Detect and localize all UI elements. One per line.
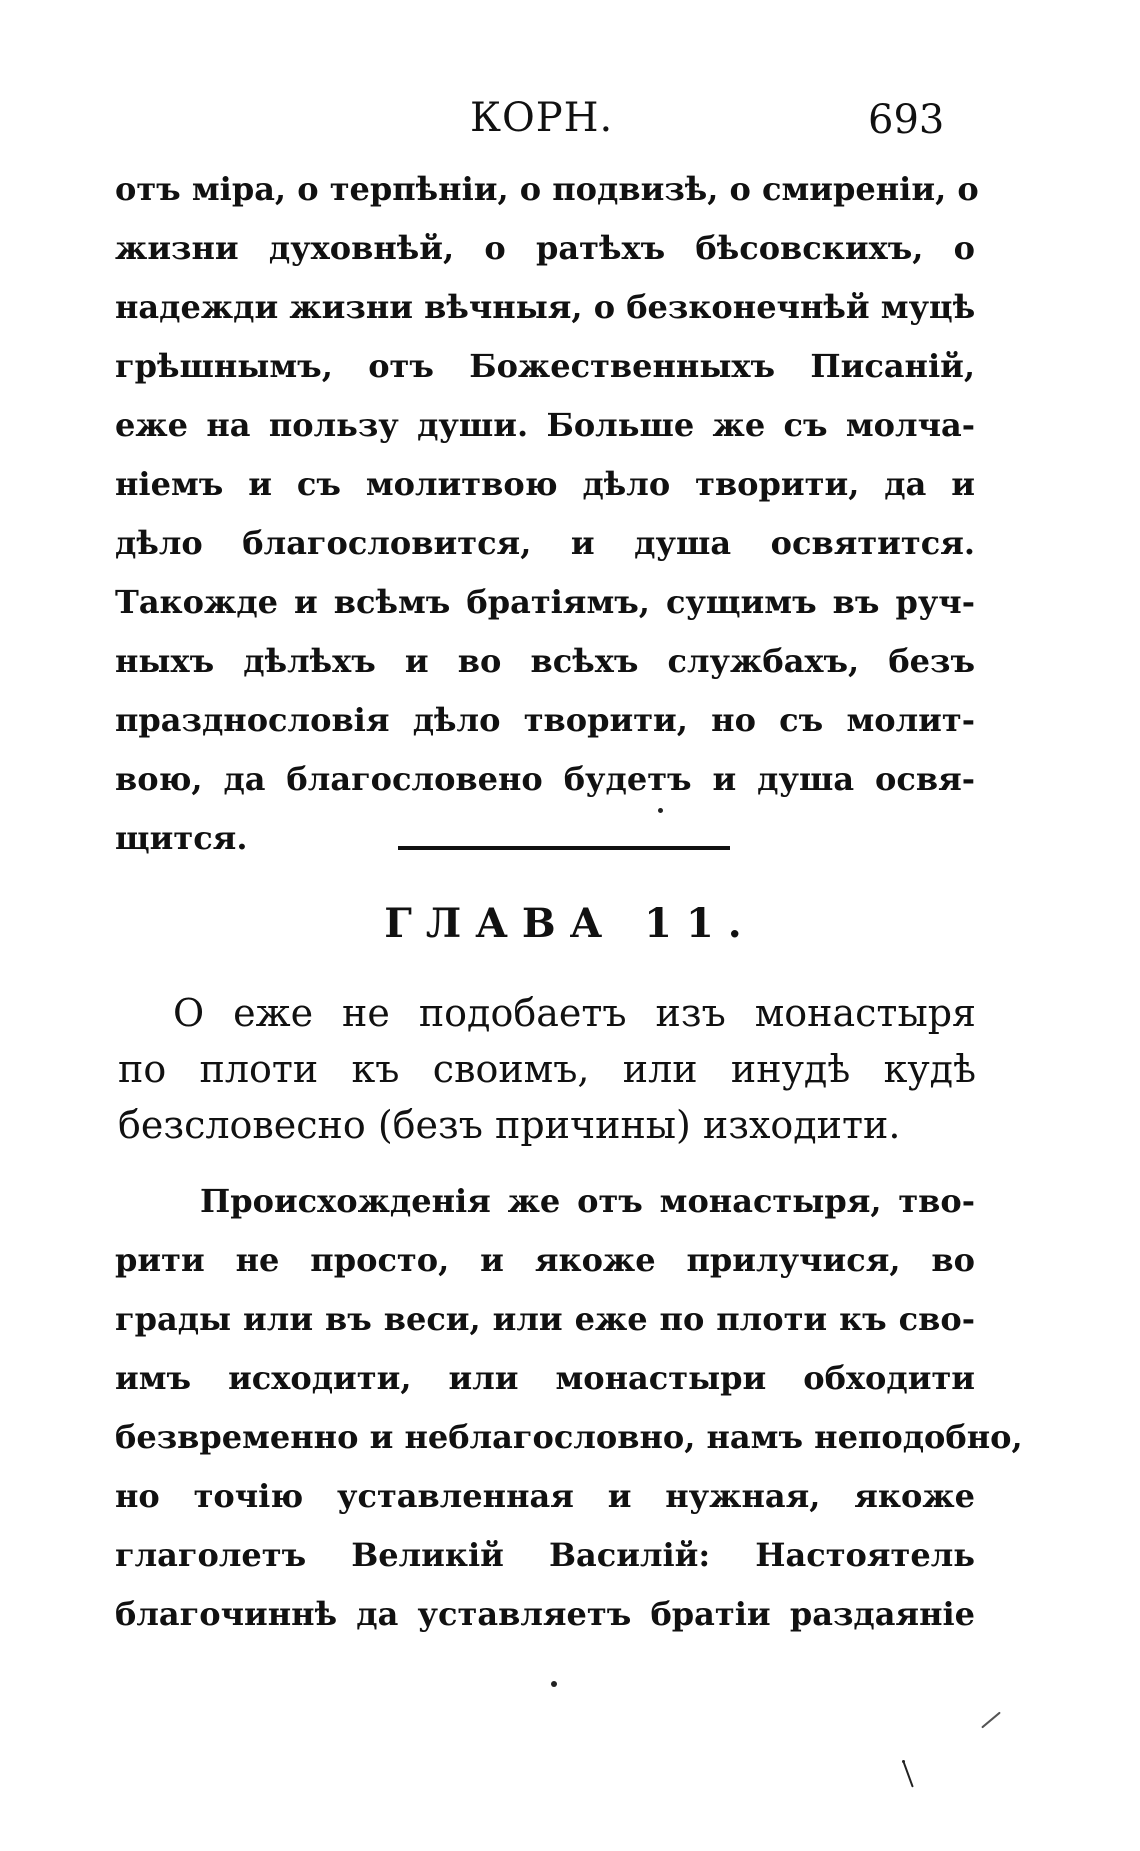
text-line: жизни духовнѣй, о ратѣхъ бѣсовскихъ, о xyxy=(115,229,975,267)
chapter-title xyxy=(118,985,976,1153)
text-line: грѣшнымъ, отъ Божественныхъ Писаній, xyxy=(115,347,975,385)
chapter-title-line: безсловесно (безъ причины) изходити. xyxy=(118,1103,901,1147)
text-line: ныхъ дѣлѣхъ и во всѣхъ службахъ, безъ xyxy=(115,642,975,680)
text-line: вою, да благословено будетъ и душа освя- xyxy=(115,760,975,798)
scan-mark xyxy=(981,1712,1001,1729)
text-line: рити не просто, и якоже прилучися, во xyxy=(115,1241,975,1279)
chapter-title-line: О еже не подобаетъ изъ монастыря xyxy=(173,991,976,1035)
text-line: надежди жизни вѣчныя, о безконечнѣй муцѣ xyxy=(115,288,976,326)
chapter-title-line: по плоти къ своимъ, или инудѣ кудѣ xyxy=(118,1047,976,1091)
text-line: ніемъ и съ молитвою дѣло творити, да и xyxy=(115,465,975,503)
text-line: благочиннѣ да уставляетъ братіи раздаяніе xyxy=(115,1595,975,1633)
running-head: КОРН. xyxy=(470,95,614,141)
text-line: глаголетъ Великій Василій: Настоятель xyxy=(115,1536,975,1574)
text-line: отъ міра, о терпѣніи, о подвизѣ, о смиреніи, о xyxy=(115,170,979,208)
text-line: еже на пользу души. Больше же съ молча- xyxy=(115,406,975,444)
text-line: имъ исходити, или монастыри обходити xyxy=(115,1359,975,1397)
chapter-heading: ГЛАВА 11. xyxy=(384,900,756,947)
text-line: безвременно и неблагословно, намъ неподобно, xyxy=(115,1418,1023,1456)
text-line: дѣло благословится, и душа освятится. xyxy=(115,524,975,562)
text-line: грады или въ веси, или еже по плоти къ сво- xyxy=(115,1300,975,1338)
scan-speck xyxy=(551,1681,557,1687)
scan-mark xyxy=(902,1761,913,1788)
text-line: празднословія дѣло творити, но съ молит- xyxy=(115,701,975,739)
text-line: Происхожденія же отъ монастыря, тво- xyxy=(200,1182,975,1220)
page-number: 693 xyxy=(868,97,945,143)
section-divider xyxy=(398,846,730,850)
paragraph-2 xyxy=(115,1172,1023,1644)
page-header xyxy=(0,95,1140,155)
text-line: но точію уставленная и нужная, якоже xyxy=(115,1477,975,1515)
text-line: щится. xyxy=(115,819,248,857)
paragraph-1 xyxy=(115,160,979,868)
text-line: Такожде и всѣмъ братіямъ, сущимъ въ руч- xyxy=(115,583,975,621)
scan-speck xyxy=(658,808,663,813)
